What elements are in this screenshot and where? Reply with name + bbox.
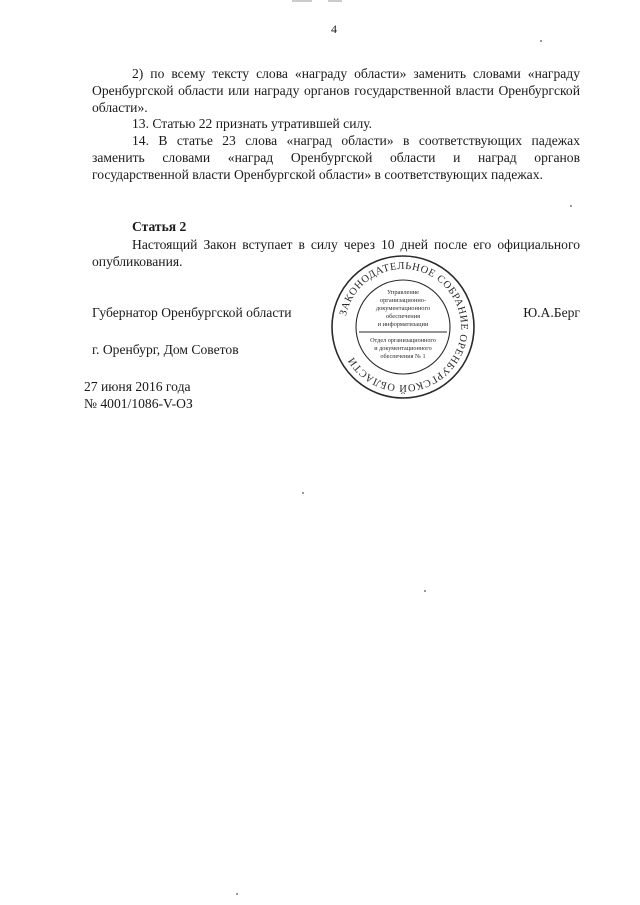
seal-inner-line: обеспечения <box>385 313 421 320</box>
seal-inner-line: и информатизации <box>377 321 429 328</box>
article-paragraph: Настоящий Закон вступает в силу через 10 дней после его официального опубликования. <box>92 237 580 269</box>
amendment-text <box>92 66 580 184</box>
scan-speck <box>236 893 238 895</box>
law-date: 27 июня 2016 года <box>84 379 191 394</box>
law-number: № 4001/1086-V-ОЗ <box>84 396 193 411</box>
seal-inner-line: организационно- <box>379 297 427 304</box>
scan-edge-marks <box>0 0 640 4</box>
scan-speck <box>302 492 304 494</box>
seal-inner-line: Управление <box>386 289 420 296</box>
seal-inner-line: и документационного <box>374 345 432 352</box>
paragraph-item-2: 2) по всему тексту слова «награду области» заменить словами «награду Оренбургской области или награду органов государственной власти Оренбургской области». <box>92 66 580 115</box>
scan-speck <box>540 40 542 42</box>
paragraph-item-13: 13. Статью 22 признать утратившей силу. <box>132 116 373 132</box>
official-seal-stamp <box>328 252 478 402</box>
article-heading: Статья 2 <box>132 219 187 234</box>
seal-ring-text: ЗАКОНОДАТЕЛЬНОЕ СОБРАНИЕ ОРЕНБУРГСКОЙ ОБЛАСТИ <box>338 260 470 394</box>
paragraph-item-14: 14. В статье 23 слова «наград области» в соответствующих падежах заменить словами «наград Оренбургской области и наград органов государственной власти Оренбургской области» в соответствующих падежах. <box>92 133 580 182</box>
seal-inner-line: документационного <box>375 305 431 312</box>
scan-speck <box>424 590 426 592</box>
signatory-name: Ю.А.Берг <box>523 305 580 320</box>
page-number: 4 <box>331 22 337 36</box>
signatory-title: Губернатор Оренбургской области <box>92 305 292 320</box>
seal-inner-line: Отдел организационного <box>370 337 436 344</box>
seal-inner-line: обеспечения № 1 <box>380 353 426 360</box>
scan-speck <box>570 205 572 207</box>
signing-place: г. Оренбург, Дом Советов <box>92 342 239 357</box>
law-date-block <box>84 378 193 412</box>
